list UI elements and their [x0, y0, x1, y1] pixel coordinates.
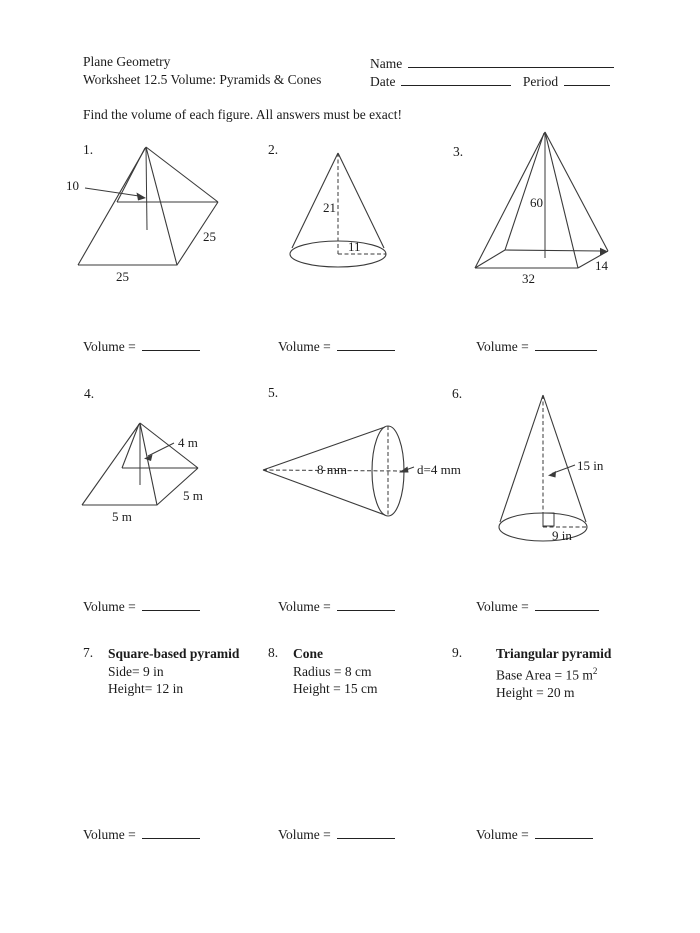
height-arrowhead — [137, 193, 147, 201]
figure-6-cone — [465, 385, 645, 565]
fig6-radius-label: 9 in — [552, 528, 572, 543]
fig4-base-side-label: 5 m — [183, 488, 203, 503]
header-left — [83, 53, 321, 89]
volume-answer-4 — [83, 598, 200, 615]
problem-9-line1-text: Base Area = 15 m — [496, 667, 593, 682]
volume-label-5: Volume = — [278, 599, 331, 614]
volume-blank-9 — [535, 826, 593, 839]
volume-label-4: Volume = — [83, 599, 136, 614]
figure-1-number: 1. — [83, 142, 94, 157]
date-label: Date — [370, 74, 396, 89]
volume-answer-9 — [476, 826, 593, 843]
fig6-height-label: 15 in — [577, 458, 604, 473]
fig1-base-edge-label: 25 — [116, 269, 129, 284]
height-arrowhead — [548, 471, 556, 478]
course-title: Plane Geometry — [83, 54, 171, 69]
volume-blank-7 — [142, 826, 200, 839]
problem-7-title: Square-based pyramid — [108, 646, 240, 661]
volume-blank-4 — [142, 598, 200, 611]
name-blank — [408, 55, 614, 68]
volume-answer-8 — [278, 826, 395, 843]
fig5-diameter-label: d=4 mm — [417, 462, 461, 477]
problem-7-number: 7. — [83, 645, 94, 660]
volume-blank-8 — [337, 826, 395, 839]
name-row — [370, 55, 614, 72]
volume-label-2: Volume = — [278, 339, 331, 354]
figure-1-square-pyramid — [60, 140, 260, 295]
fig3-height-label: 60 — [530, 195, 543, 210]
problem-8-title: Cone — [293, 646, 323, 661]
right-angle-mark — [543, 513, 554, 526]
volume-answer-5 — [278, 598, 395, 615]
volume-label-9: Volume = — [476, 827, 529, 842]
figure-3-rectangular-pyramid — [450, 125, 645, 290]
problem-9-line1 — [496, 663, 611, 684]
fig5-length-label: 8 mm — [317, 462, 347, 477]
volume-label-1: Volume = — [83, 339, 136, 354]
fig2-radius-label: 11 — [348, 239, 361, 254]
volume-answer-1 — [83, 338, 200, 355]
problem-8-line2: Height = 15 cm — [293, 681, 378, 696]
period-label: Period — [522, 74, 559, 89]
problem-8-line1: Radius = 8 cm — [293, 663, 372, 679]
fig3-base-side-label: 14 — [595, 258, 608, 273]
volume-blank-3 — [535, 338, 597, 351]
volume-blank-6 — [535, 598, 599, 611]
figure-4-square-pyramid — [60, 415, 265, 530]
volume-answer-3 — [476, 338, 597, 355]
figure-3-number: 3. — [453, 144, 464, 159]
problem-9 — [496, 645, 611, 701]
volume-blank-5 — [337, 598, 395, 611]
figure-2-number: 2. — [268, 142, 279, 157]
date-period-row — [370, 73, 610, 90]
figure-6-number: 6. — [452, 386, 463, 401]
volume-label-3: Volume = — [476, 339, 529, 354]
fig2-height-label: 21 — [323, 200, 336, 215]
problem-9-line1-superscript: 2 — [592, 665, 598, 676]
figure-5-number: 5. — [268, 385, 279, 400]
problem-9-line2: Height = 20 m — [496, 684, 575, 700]
fig4-height-label: 4 m — [178, 435, 198, 450]
date-blank — [401, 73, 511, 86]
fig1-slant-edge-label: 25 — [203, 229, 216, 244]
problem-8 — [293, 645, 377, 698]
volume-answer-7 — [83, 826, 200, 843]
worksheet-title: Worksheet 12.5 Volume: Pyramids & Cones — [83, 72, 322, 87]
figure-4-number: 4. — [84, 386, 95, 401]
figure-5-horizontal-cone — [255, 410, 465, 530]
problem-8-number: 8. — [268, 645, 279, 660]
period-blank — [564, 73, 610, 86]
problem-7-line1: Side= 9 in — [108, 663, 164, 679]
figure-2-cone — [280, 140, 430, 275]
instruction-text: Find the volume of each figure. All answers must be exact! — [83, 107, 403, 122]
volume-label-6: Volume = — [476, 599, 529, 614]
fig4-base-front-label: 5 m — [112, 509, 132, 524]
fig3-base-front-label: 32 — [522, 271, 535, 286]
problem-7 — [108, 645, 239, 698]
problem-7-line2: Height= 12 in — [108, 681, 184, 696]
volume-answer-6 — [476, 598, 599, 615]
fig1-height-label: 10 — [66, 178, 79, 193]
problem-9-title: Triangular pyramid — [496, 646, 612, 661]
volume-label-8: Volume = — [278, 827, 331, 842]
volume-answer-2 — [278, 338, 395, 355]
problem-9-number: 9. — [452, 645, 463, 660]
volume-label-7: Volume = — [83, 827, 136, 842]
volume-blank-2 — [337, 338, 395, 351]
name-label: Name — [370, 56, 403, 71]
volume-blank-1 — [142, 338, 200, 351]
